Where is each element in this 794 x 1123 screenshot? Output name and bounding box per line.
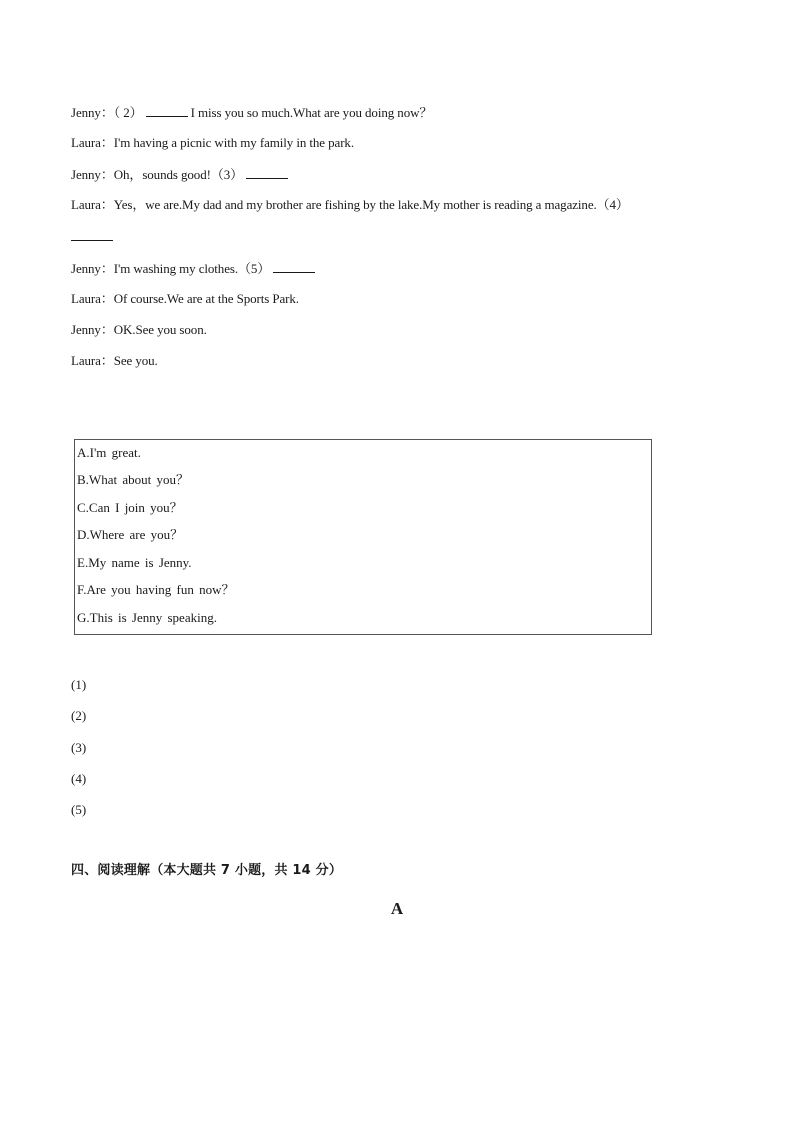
speaker-name: Jenny： xyxy=(71,261,114,276)
dialogue-line-4 xyxy=(71,197,629,213)
dialogue-text: （ 2） xyxy=(113,105,143,120)
options-box xyxy=(74,439,652,635)
speaker-name: Laura： xyxy=(71,197,114,212)
dialogue-text: I miss you so much.What are you doing now？ xyxy=(190,105,433,120)
answer-line-4[interactable]: (4) xyxy=(71,771,87,786)
speaker-name: Laura： xyxy=(71,135,114,150)
option-c: C.Can I join you？ xyxy=(77,500,183,515)
answer-blank-2[interactable] xyxy=(146,104,188,117)
option-d: D.Where are you？ xyxy=(77,527,184,542)
dialogue-line-2 xyxy=(71,135,354,151)
speaker-name: Jenny： xyxy=(71,105,114,120)
dialogue-line-7 xyxy=(71,322,207,338)
option-f: F.Are you having fun now？ xyxy=(77,582,235,597)
dialogue-line-8 xyxy=(71,353,158,369)
option-g: G.This is Jenny speaking. xyxy=(77,610,217,625)
speaker-name: Jenny： xyxy=(71,167,114,182)
answer-line-2[interactable]: (2) xyxy=(71,708,87,723)
dialogue-text: I'm having a picnic with my family in the park. xyxy=(113,135,354,150)
dialogue-line-1 xyxy=(71,104,432,121)
dialogue-line-5 xyxy=(71,260,318,277)
dialogue-text: Of course.We are at the Sports Park. xyxy=(113,291,299,306)
speaker-name: Laura： xyxy=(71,353,114,368)
dialogue-line-3 xyxy=(71,166,291,183)
dialogue-text: See you. xyxy=(113,353,158,368)
answer-line-3[interactable]: (3) xyxy=(71,740,87,755)
section-heading: 四、阅读理解（本大题共 7 小题，共 14 分） xyxy=(71,863,343,878)
speaker-name: Laura： xyxy=(71,291,114,306)
answer-line-1[interactable]: (1) xyxy=(71,677,87,692)
speaker-name: Jenny： xyxy=(71,322,114,337)
dialogue-text: OK.See you soon. xyxy=(113,322,207,337)
answer-line-5[interactable]: (5) xyxy=(71,802,87,817)
dialogue-line-4-continued xyxy=(71,228,116,245)
answer-blank-3[interactable] xyxy=(246,166,288,179)
option-b: B.What about you？ xyxy=(77,472,189,487)
passage-label: A xyxy=(390,899,404,918)
answer-blank-5[interactable] xyxy=(273,260,315,273)
option-e: E.My name is Jenny. xyxy=(77,555,192,570)
option-a: A.I'm great. xyxy=(77,445,141,460)
answer-blank-4[interactable] xyxy=(71,228,113,241)
dialogue-text: I'm washing my clothes.（5） xyxy=(113,261,271,276)
dialogue-text: Oh，sounds good!（3） xyxy=(113,167,244,182)
dialogue-text: Yes，we are.My dad and my brother are fishing by the lake.My mother is reading a magazine.（4） xyxy=(113,197,629,212)
dialogue-line-6 xyxy=(71,291,299,307)
